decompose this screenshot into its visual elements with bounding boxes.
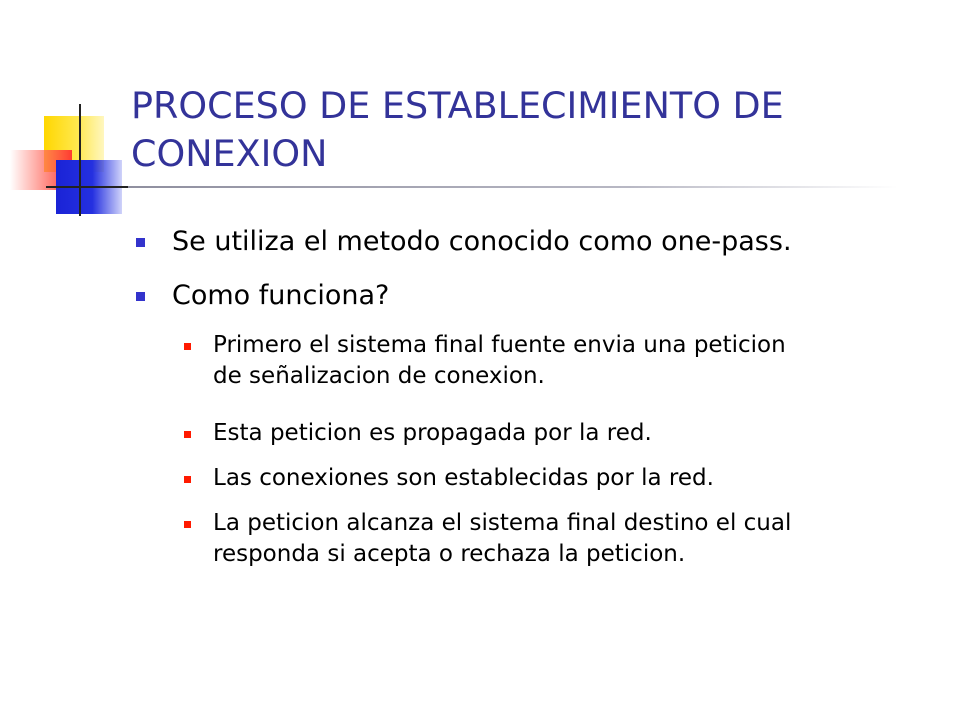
sub-bullet-line: responda si acepta o rechaza la peticion. [213, 541, 686, 567]
sub-bullet-marker [184, 521, 191, 528]
sub-bullet-text [213, 418, 652, 449]
sub-bullet-line: de señalizacion de conexion. [213, 363, 545, 389]
sub-bullet-line: Las conexiones son establecidas por la red. [213, 465, 714, 491]
sub-bullet-line: La peticion alcanza el sistema final destino el cual [213, 510, 792, 536]
bullet-text: Como funciona? [172, 280, 390, 311]
sub-bullet-marker [184, 431, 191, 438]
bullet-text: Se utiliza el metodo conocido como one-pass. [172, 226, 792, 257]
sub-bullet-text [213, 463, 714, 494]
sub-bullet-marker [184, 343, 191, 350]
sub-bullet-text [213, 508, 791, 570]
sub-bullet-marker [184, 476, 191, 483]
sub-bullet-line: Esta peticion es propagada por la red. [213, 420, 652, 446]
slide-title-line-1: PROCESO DE ESTABLECIMIENTO DE [131, 84, 784, 127]
slide-title-line-2: CONEXION [131, 132, 328, 175]
sub-bullet-line: Primero el sistema final fuente envia una peticion [213, 332, 786, 358]
bullet-marker [136, 292, 145, 301]
bullet-marker [136, 238, 145, 247]
sub-bullet-text [213, 330, 786, 392]
